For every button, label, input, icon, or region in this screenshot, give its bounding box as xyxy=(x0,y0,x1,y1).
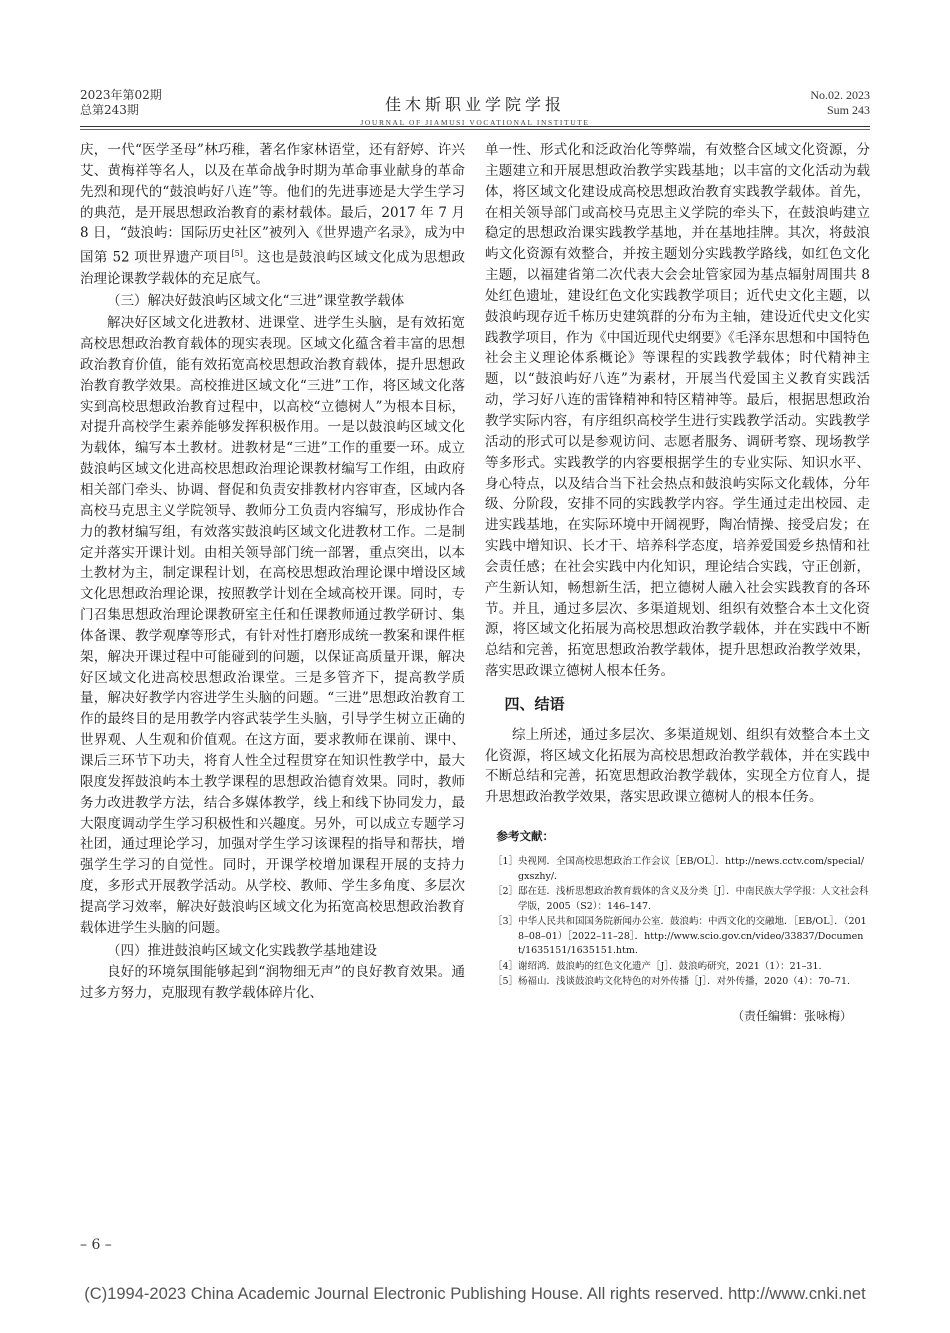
reference-number: ［4］ xyxy=(493,960,519,972)
references-title: 参考文献： xyxy=(496,829,554,844)
header-rule xyxy=(80,126,870,127)
left-column xyxy=(80,140,465,1004)
issue-line-1: 2023年第02期 xyxy=(80,88,162,102)
reference-text: 谢绍鸿．鼓浪屿的红色文化遗产［J］．鼓浪屿研究，2021（1）：21–31. xyxy=(518,960,822,972)
reference-text: 杨福山．浅谈鼓浪屿文化特色的对外传播［J］．对外传播，2020（4）：70–71. xyxy=(518,976,851,987)
reference-number: ［1］ xyxy=(493,856,519,867)
reference-number: ［5］ xyxy=(493,976,519,987)
paragraph: 良好的环境氛围能够起到“润物细无声”的良好教育效果。通过多方努力，克服现有教学载体碎片化、 xyxy=(80,964,465,1002)
citation-5: [5] xyxy=(231,249,243,259)
paragraph xyxy=(80,140,465,289)
reference-item xyxy=(485,975,870,990)
paragraph: 解决好区域文化进教材、进课堂、进学生头脑，是有效拓宽高校思想政治教育载体的现实表现。区域文化蕴含着丰富的思想政治教育价值，能有效拓宽高校思想政治教育载体，提升思想政治教育教学效果。高校推进区域文化“三进”工作，将区域文化落实到高校思想政治教育过程中，以高校“立德树人”为根本目标，对提升高校学生素养能够发挥积极作用。一是以鼓浪屿区域文化为载体，编写本土教材。进教材是“三进”工作的重要一环。成立鼓浪屿区域文化进高校思想政治理论课教材编写工作组，由政府相关部门牵头、协调、督促和负责安排教材内容审查，区域内各高校马克思主义学院领导、教师分工负责内容编写，形成协作合力的教材编写组，有效落实鼓浪屿区域文化进教材工作。二是制定并落实开课计划。由相关领导部门统一部署，重点突出，以本土教材为主，制定课程计划，在高校思想政治理论课中增设区域文化思想政治理论课，按照教学计划在全域高校开课。同时，专门召集思想政治理论课教研室主任和任课教师通过教学研讨、集体备课、教学观摩等形式，有针对性打磨形成统一教案和课件框架，解决开课过程中可能碰到的问题，以保证高质量开课，解决好区域文化进高校思想政治课堂。三是多管齐下，提高教学质量，解决好教学内容进学生头脑的问题。“三进”思想政治教育工作的最终目的是用教学内容武装学生头脑，引导学生树立正确的世界观、人生观和价值观。在这方面，要求教师在课前、课中、课后三环节下功夫，将育人性全过程贯穿在知识性教学中，最大限度发挥鼓浪屿本土教学课程的思想政治德育效果。同时，教师务力改进教学方法，结合多媒体教学，线上和线下协同发力，最大限度调动学生学习积极性和兴趣度。另外，可以成立专题学习社团，通过理论学习，加强对学生学习该课程的指导和帮扶，增强学生学习的自觉性。同时，开课学校增加课程开展的支持力度，多形式开展教学活动。从学校、教师、学生多角度、多层次提高学习效率，解决好鼓浪屿区域文化为拓宽高校思想政治教育载体进学生头脑的问题。 xyxy=(80,315,465,936)
number-line-1: No.02. 2023 xyxy=(810,88,870,102)
header-number xyxy=(810,88,870,118)
header-rule-thin xyxy=(80,129,870,130)
reference-item xyxy=(485,915,870,959)
journal-title-en: JOURNAL OF JIAMUSI VOCATIONAL INSTITUTE xyxy=(360,118,590,127)
section-title-conclusion: 四、结语 xyxy=(504,694,565,713)
paragraph-text-tail: 。这也是鼓浪屿区域文化成为思想政治理论课教学载体的充足底气。 xyxy=(80,249,466,287)
reference-number: ［3］ xyxy=(493,916,519,927)
reference-item xyxy=(485,885,870,914)
reference-text: 中华人民共和国国务院新闻办公室．鼓浪屿：中西文化的交融地．［EB/OL］．（2018–08–01）［2022–11–28］．http://www.scio.gov.cn/video/33837/Document/1635151/1635151.htm. xyxy=(518,916,867,956)
page-number: – 6 – xyxy=(80,1237,112,1253)
paragraph-text: 庆，一代“医学圣母”林巧稚，著名作家林语堂，还有舒婷、许兴艾、黄梅祥等名人，以及在革命战争时期为革命事业献身的革命先烈和现代的“鼓浪屿好八连”等。他们的先进事迹是大学生学习的典范，是开展思想政治教育的素材载体。最后，2017 年 7 月 8 日，“鼓浪屿：国际历史社区”被列入《世界遗产名录》，成为中国第 52 项世界遗产项目 xyxy=(80,142,465,266)
reference-item xyxy=(485,960,870,975)
number-line-2: Sum 243 xyxy=(826,103,870,117)
reference-number: ［2］ xyxy=(493,886,519,897)
responsible-editor: （责任编辑：张咏梅） xyxy=(731,1008,852,1023)
paragraph: 单一性、形式化和泛政治化等弊端，有效整合区域文化资源，分主题建立和开展思想政治教学实践基地；以丰富的文化活动为载体，将区域文化建设成高校思想政治教育实践教学载体。首先，在相关领导部门或高校马克思主义学院的牵头下，在鼓浪屿建立稳定的思想政治课实践教学基地，并在基地挂牌。其次，将鼓浪屿文化资源有效整合，并按主题划分实践教学路线，如红色文化主题，以福建省第二次代表大会会址管家园为基点辐射周围共 8 处红色遗址，建设红色文化实践教学项目；近代史文化主题，以鼓浪屿现存近千栋历史建筑群的分布为主轴，建设近代史文化实践教学项目，作为《中国近现代史纲要》《毛泽东思想和中国特色社会主义理论体系概论》等课程的实践教学载体；时代精神主题，以“鼓浪屿好八连”为素材，开展当代爱国主义教育实践活动，学习好八连的雷锋精神和特区精神等。最后，根据思想政治教学实际内容，有序组织高校学生进行实践教学活动。实践教学活动的形式可以是参观访问、志愿者服务、调研考察、现场教学等多形式。实践教学的内容要根据学生的专业实际、知识水平、身心特点，以及结合当下社会热点和鼓浪屿实际文化载体，分年级、分阶段，安排不同的实践教学内容。学生通过走出校园、走进实践基地，在实际环境中开阔视野，陶冶情操、接受启发；在实践中增知识、长才干、培养科学态度，培养爱国爱乡热情和社会责任感；在社会实践中内化知识，理论结合实践，守正创新，产生新认知，畅想新生活，把立德树人融入社会实践教育的各环节。并且，通过多层次、多渠道规划、组织有效整合本土文化资源，将区域文化拓展为高校思想政治教学载体，并在实践中不断总结和完善，拓宽思想政治教学载体，提升思想政治教学效果，落实思政课立德树人根本任务。 xyxy=(485,142,870,680)
reference-text: 邸在廷．浅析思想政治教育载体的含义及分类［J］．中南民族大学学报：人文社会科学版，2005（S2）：146–147. xyxy=(518,886,869,912)
reference-list xyxy=(485,855,870,990)
paragraph: 综上所述，通过多层次、多渠道规划、组织有效整合本土文化资源，将区域文化拓展为高校思想政治教学载体，并在实践中不断总结和完善，拓宽思想政治教学载体，实现全方位育人，提升思想政治教学效果，落实思政课立德树人的根本任务。 xyxy=(485,726,870,806)
header-issue xyxy=(80,88,162,118)
reference-item xyxy=(485,855,870,884)
journal-title-cn: 佳木斯职业学院学报 xyxy=(384,95,565,114)
reference-text: 央视网．全国高校思想政治工作会议［EB/OL］．http://news.cctv.com/special/gxszhy/． xyxy=(518,856,865,882)
subheading-3: （三）解决好鼓浪屿区域文化“三进”课堂教学载体 xyxy=(107,293,405,310)
subheading-4: （四）推进鼓浪屿区域文化实践教学基地建设 xyxy=(107,942,377,959)
header-journal xyxy=(300,92,650,127)
issue-line-2: 总第243期 xyxy=(80,103,139,117)
right-column xyxy=(485,140,870,1026)
copyright-notice: (C)1994-2023 China Academic Journal Electronic Publishing House. All rights reserved. http://www.cnki.net xyxy=(84,1285,866,1303)
